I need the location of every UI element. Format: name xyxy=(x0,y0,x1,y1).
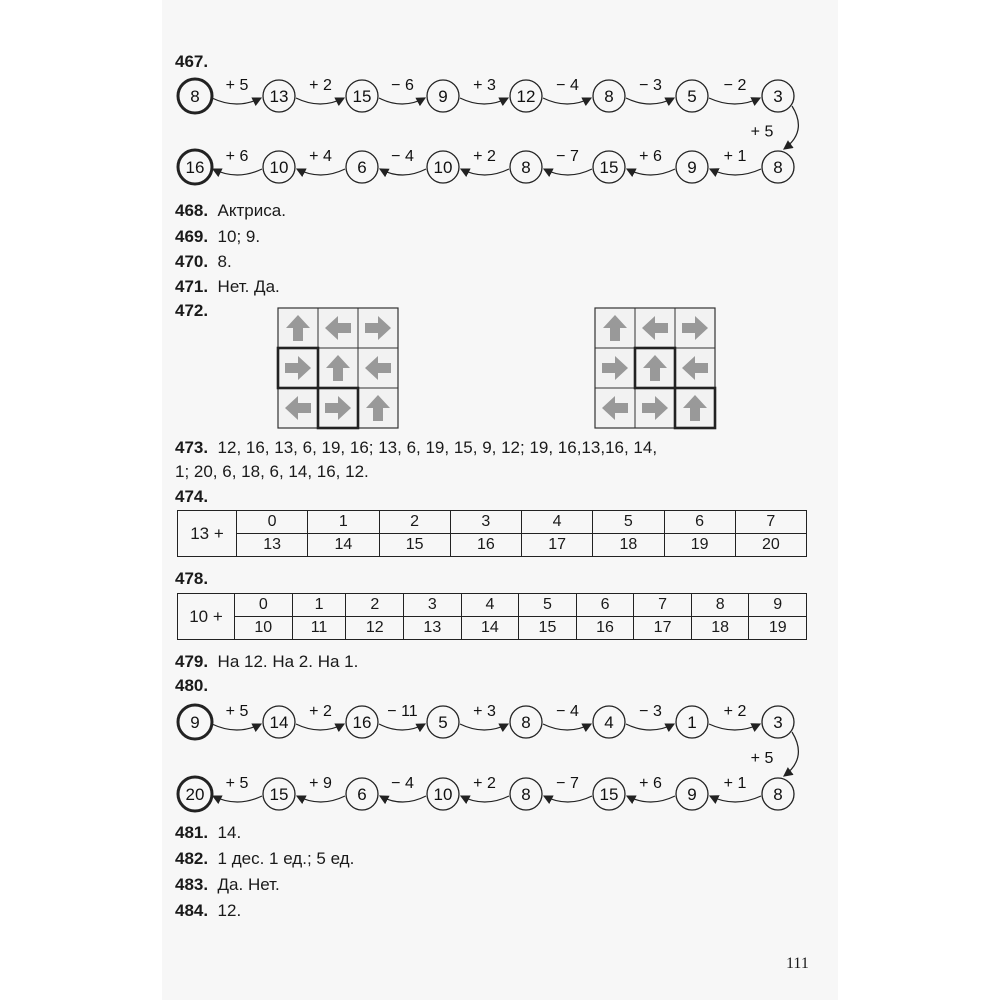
ex480-row1-arrow xyxy=(379,724,425,730)
svg-text:9: 9 xyxy=(687,785,697,804)
table-top-cell: 5 xyxy=(593,511,664,534)
ex467-row2-op: − 4 xyxy=(391,148,414,165)
svg-text:6: 6 xyxy=(357,158,367,177)
table-top-cell: 1 xyxy=(308,511,379,534)
svg-text:9: 9 xyxy=(438,87,448,106)
ex480-row1-op: + 2 xyxy=(309,703,332,720)
svg-text:15: 15 xyxy=(269,785,289,804)
answer-number: 483. xyxy=(175,875,209,894)
table-result-cell: 15 xyxy=(379,534,450,557)
table-top-cell: 6 xyxy=(664,511,735,534)
answer-text: Нет. Да. xyxy=(217,277,280,296)
svg-text:3: 3 xyxy=(773,713,783,732)
table-result-cell: 19 xyxy=(749,617,807,640)
svg-text:16: 16 xyxy=(352,713,372,732)
table-top-cell: 5 xyxy=(519,594,577,617)
svg-text:8: 8 xyxy=(521,785,531,804)
ex480-row2-node xyxy=(346,778,378,810)
answer-number: 470. xyxy=(175,252,209,271)
ex480-row2-arrow xyxy=(627,796,675,802)
table-top-cell: 4 xyxy=(461,594,519,617)
ex480-row2-op: + 2 xyxy=(473,775,496,792)
svg-text:10: 10 xyxy=(433,785,453,804)
svg-text:13: 13 xyxy=(269,87,289,106)
ex480-row2-arrow xyxy=(544,796,592,802)
svg-text:8: 8 xyxy=(604,87,614,106)
answer-473-line2: 1; 20, 6, 18, 6, 14, 16, 12. xyxy=(175,462,369,481)
ex480-row1-node xyxy=(510,706,542,738)
ex480-row1-arrow xyxy=(543,724,591,730)
svg-text:5: 5 xyxy=(687,87,697,106)
ex480-row2-op: + 6 xyxy=(639,775,662,792)
ex480-row2-arrow xyxy=(297,796,345,802)
answer-text: Актриса. xyxy=(217,201,286,220)
table-result-cell: 20 xyxy=(735,534,806,557)
table-top-cell: 0 xyxy=(237,511,308,534)
answer-number: 479. xyxy=(175,652,209,671)
table-result-cell: 14 xyxy=(308,534,379,557)
ex480-row1-node xyxy=(178,705,212,739)
table-top-cell: 2 xyxy=(379,511,450,534)
svg-text:3: 3 xyxy=(773,87,783,106)
ex480-row2-op: + 5 xyxy=(225,775,249,792)
answer-number: 468. xyxy=(175,201,209,220)
answer-text: 12. xyxy=(217,901,242,920)
answer-481 xyxy=(175,823,241,843)
table-top-cell: 4 xyxy=(522,511,593,534)
answer-number: 482. xyxy=(175,849,209,868)
table-result-cell: 17 xyxy=(634,617,692,640)
svg-text:16: 16 xyxy=(185,158,205,177)
table-top-cell: 7 xyxy=(735,511,806,534)
ex480-turn-arrow xyxy=(784,732,798,776)
answer-text: 1 дес. 1 ед.; 5 ед. xyxy=(217,849,355,868)
svg-text:4: 4 xyxy=(604,713,614,732)
svg-text:8: 8 xyxy=(773,158,783,177)
svg-text:15: 15 xyxy=(352,87,372,106)
ex480-row2-op: − 4 xyxy=(391,775,414,792)
table-top-cell: 0 xyxy=(235,594,293,617)
ex467-row2-op: + 4 xyxy=(309,148,332,165)
table-label: 13 + xyxy=(178,511,237,557)
ex467-row2-op: + 2 xyxy=(473,148,496,165)
svg-text:10: 10 xyxy=(269,158,289,177)
ex467-row1-op: − 4 xyxy=(556,77,579,94)
ex480-row1-node xyxy=(427,706,459,738)
answer-482 xyxy=(175,849,354,869)
table-result-cell: 14 xyxy=(461,617,519,640)
ex480-row1-op: − 3 xyxy=(639,703,662,720)
exercise-467-number: 467. xyxy=(175,52,209,71)
ex480-row2-node xyxy=(510,778,542,810)
ex480-row2-node xyxy=(762,778,794,810)
ex480-row1-op: + 3 xyxy=(473,703,496,720)
ex480-row2-op: + 1 xyxy=(723,775,747,792)
answer-text-line1: 12, 16, 13, 6, 19, 16; 13, 6, 19, 15, 9, 12; 19, 16,13,16, 14, xyxy=(217,438,658,457)
ex467-row1-op: + 2 xyxy=(309,77,332,94)
table-result-cell: 10 xyxy=(235,617,293,640)
table-result-cell: 17 xyxy=(522,534,593,557)
table-result-cell: 19 xyxy=(664,534,735,557)
ex467-row1-op: + 5 xyxy=(225,77,249,94)
answer-text: 10; 9. xyxy=(217,227,261,246)
answer-number: 471. xyxy=(175,277,209,296)
answer-text: 14. xyxy=(217,823,242,842)
ex480-row1-arrow xyxy=(460,724,508,730)
table-result-cell: 13 xyxy=(237,534,308,557)
ex467-row2-op: − 7 xyxy=(556,148,579,165)
ex480-row1-op: + 5 xyxy=(225,703,249,720)
table-top-cell: 8 xyxy=(691,594,749,617)
table-result-cell: 18 xyxy=(593,534,664,557)
ex480-row2-node xyxy=(676,778,708,810)
ex480-row2-arrow xyxy=(461,796,509,802)
ex467-turn-op: + 5 xyxy=(750,123,774,141)
svg-text:15: 15 xyxy=(599,158,619,177)
answer-text: 8. xyxy=(217,252,232,271)
ex480-row1-op: − 4 xyxy=(556,703,579,720)
ex480-row2-arrow xyxy=(380,796,426,802)
answer-484 xyxy=(175,901,241,921)
ex480-row1-arrow xyxy=(709,724,760,730)
answer-number: 469. xyxy=(175,227,209,246)
ex480-row2-arrow xyxy=(213,796,262,802)
ex480-row1-arrow xyxy=(212,724,261,730)
ex480-row1-node xyxy=(676,706,708,738)
svg-text:14: 14 xyxy=(269,713,289,732)
ex480-row2-op: + 9 xyxy=(309,775,332,792)
table-top-cell: 1 xyxy=(292,594,346,617)
svg-text:9: 9 xyxy=(190,713,200,732)
table-top-cell: 2 xyxy=(346,594,404,617)
table-result-cell: 13 xyxy=(404,617,462,640)
svg-text:1: 1 xyxy=(687,713,697,732)
answer-number: 473. xyxy=(175,438,209,457)
ex467-row2-op: + 1 xyxy=(723,148,747,165)
svg-text:8: 8 xyxy=(773,785,783,804)
table-top-cell: 7 xyxy=(634,594,692,617)
svg-text:10: 10 xyxy=(433,158,453,177)
ex467-row1-op: − 2 xyxy=(723,77,747,94)
table-result-cell: 11 xyxy=(292,617,346,640)
svg-text:15: 15 xyxy=(599,785,619,804)
table-top-cell: 3 xyxy=(404,594,462,617)
answer-text: На 12. На 2. На 1. xyxy=(217,652,359,671)
ex467-row1-op: − 3 xyxy=(639,77,662,94)
ex467-row1-op: − 6 xyxy=(391,77,414,94)
ex480-row2-node xyxy=(178,777,212,811)
svg-text:6: 6 xyxy=(357,785,367,804)
table-result-cell: 12 xyxy=(346,617,404,640)
answer-text: Да. Нет. xyxy=(217,875,280,894)
ex480-row2-node xyxy=(263,778,295,810)
page-number: 111 xyxy=(786,955,809,972)
ex467-row2-op: + 6 xyxy=(639,148,662,165)
exercise-472-number: 472. xyxy=(175,301,209,320)
svg-text:8: 8 xyxy=(521,713,531,732)
svg-text:5: 5 xyxy=(438,713,448,732)
answer-number: 481. xyxy=(175,823,209,842)
ex480-row2-node xyxy=(593,778,625,810)
ex467-row2-op: + 6 xyxy=(225,148,249,165)
table-result-cell: 18 xyxy=(691,617,749,640)
svg-text:12: 12 xyxy=(516,87,536,106)
exercise-478-number: 478. xyxy=(175,569,209,588)
exercise-480-number: 480. xyxy=(175,676,209,695)
svg-text:8: 8 xyxy=(190,87,200,106)
ex480-row2-node xyxy=(427,778,459,810)
svg-text:8: 8 xyxy=(521,158,531,177)
ex480-turn-op: + 5 xyxy=(750,750,774,767)
ex480-row1-arrow xyxy=(296,724,344,730)
table-top-cell: 9 xyxy=(749,594,807,617)
ex480-row1-op: + 2 xyxy=(723,703,747,720)
ex480-row1-node xyxy=(346,706,378,738)
ex480-row1-node xyxy=(263,706,295,738)
ex480-row2-op: − 7 xyxy=(556,775,579,792)
ex480-row2-arrow xyxy=(710,796,761,802)
ex480-row1-op: − 11 xyxy=(387,703,418,720)
table-top-cell: 3 xyxy=(450,511,521,534)
table-label: 10 + xyxy=(178,594,235,640)
exercise-474-number: 474. xyxy=(175,487,209,506)
answer-number: 484. xyxy=(175,901,209,920)
ex480-row1-arrow xyxy=(626,724,674,730)
answer-483 xyxy=(175,875,280,895)
ex480-row1-node xyxy=(593,706,625,738)
ex467-row1-op: + 3 xyxy=(473,77,496,94)
ex480-row1-node xyxy=(762,706,794,738)
svg-text:9: 9 xyxy=(687,158,697,177)
table-result-cell: 16 xyxy=(576,617,634,640)
svg-text:20: 20 xyxy=(185,785,205,804)
table-top-cell: 6 xyxy=(576,594,634,617)
table-result-cell: 16 xyxy=(450,534,521,557)
table-result-cell: 15 xyxy=(519,617,577,640)
